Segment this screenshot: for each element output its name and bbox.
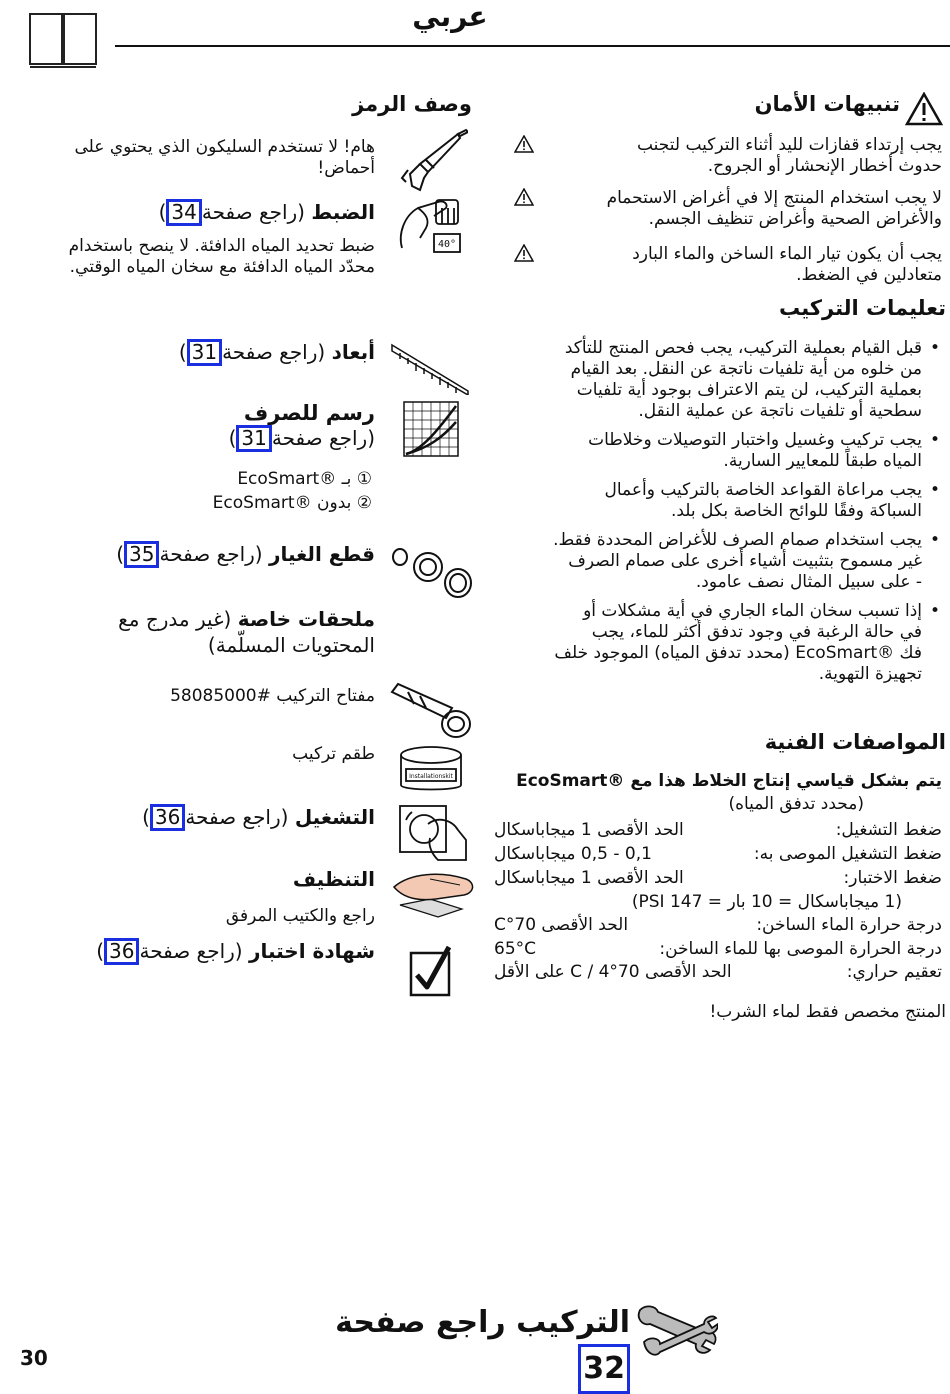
operation-title: التشغيل (راجع صفحة36) xyxy=(142,805,375,829)
specs-intro-2: (محدد تدفق المياه) xyxy=(728,794,864,814)
page-ref-box: 32 xyxy=(578,1344,630,1394)
checkbox-icon xyxy=(409,945,453,997)
warning-small-icon xyxy=(512,135,534,177)
spec-row: درجة الحرارة الموصى بها للماء الساخن: 65°C xyxy=(494,939,942,959)
warning-small-icon xyxy=(512,188,534,230)
operation-hand-icon xyxy=(398,796,468,862)
specs-heading: المواصفات الفنية xyxy=(764,730,946,754)
page-title: عربي xyxy=(412,0,488,33)
header-rule xyxy=(115,45,950,47)
flow-with: ① بـ ®EcoSmart xyxy=(237,469,372,489)
flow-graph-icon xyxy=(402,400,460,458)
silicone-gun-icon xyxy=(398,126,468,194)
spare-parts-icon xyxy=(390,543,476,601)
list-item: • قبل القيام بعملية التركيب، يجب فحص المنتج للتأكد من خلوه من أية تلفيات ناتجة عن النقل. بعد القيام بعملية التركيب، لن يتم الاعتراف بوجود أية تلفيات سطحية أو تلفيات ناتجة عن عملية النقل. xyxy=(502,338,942,422)
dims-title: أبعاد (راجع صفحة31) xyxy=(178,340,375,364)
spec-row: درجة حرارة الماء الساخن: الحد الأقصى 70°C xyxy=(494,915,942,935)
install-key-icon xyxy=(388,682,474,740)
book-icon xyxy=(28,12,98,70)
specs-note: المنتج مخصص فقط لماء الشرب! xyxy=(709,1002,946,1022)
page-ref-box: 34 xyxy=(166,199,201,226)
cleaning-desc: راجع والكتيب المرفق xyxy=(225,906,375,926)
spare-title: قطع الغيار (راجع صفحة35) xyxy=(116,542,375,566)
page-ref-box: 31 xyxy=(236,425,271,452)
symbols-heading: وصف الرمز xyxy=(352,92,472,116)
install-list xyxy=(502,338,942,685)
thermostat-hand-icon xyxy=(396,194,468,258)
page-ref-box: 31 xyxy=(187,339,222,366)
cleaning-title: التنظيف xyxy=(292,867,375,891)
footer-install-ref: التركيب راجع صفحة 32 xyxy=(300,1302,630,1394)
safety-heading: تنبيهات الأمان xyxy=(754,92,900,116)
spec-row: ضغط الاختبار: الحد الأقصى 1 ميجاباسكال xyxy=(494,868,942,888)
list-item: • يجب تركيب وغسيل واختبار التوصيلات وخلاطات المياه طبقاً للمعايير السارية. xyxy=(502,430,942,472)
flow-ref: (راجع صفحة31) xyxy=(228,426,375,450)
safety-item-1: يجب إرتداء قفازات لليد أثناء التركيب لتجنب حدوث أخطار الإنحشار أو الجروح. xyxy=(512,135,942,177)
flow-title: رسم للصرف xyxy=(243,401,375,425)
page-ref-box: 36 xyxy=(104,938,139,965)
silicone-text: هام! لا تستخدم السليكون الذي يحتوي على أحماض! xyxy=(74,137,375,178)
kit-label: Installationskit xyxy=(409,773,453,780)
flow-without: ② بدون ®EcoSmart xyxy=(212,493,372,513)
cleaning-hand-icon xyxy=(390,865,476,921)
special-title: ملحقات خاصة (غير مدرج مع المحتويات المسلّمة) xyxy=(118,607,375,657)
install-key-text: مفتاح التركيب #58085000 xyxy=(170,686,375,706)
page-number: 30 xyxy=(20,1346,48,1370)
list-item: • يجب مراعاة القواعد الخاصة بالتركيب وأعمال السباكة وفقًا للوائح الخاصة بكل بلد. xyxy=(502,480,942,522)
list-item: • يجب استخدام صمام الصرف للأغراض المحددة فقط. غير مسموح بتثبيت أشياء أخرى على صمام الصرف - على سبيل المثال نصف عامود. xyxy=(502,530,942,593)
safety-item-2: لا يجب استخدام المنتج إلا في أغراض الاستحمام والأغراض الصحية وأغراض تنظيف الجسم. xyxy=(512,188,942,230)
wrench-icon xyxy=(634,1302,718,1360)
list-item: • إذا تسبب سخان الماء الجاري في أية مشكلات أو في حالة الرغبة في وجود تدفق أكثر للماء، يجب فك ®EcoSmart (محدد تدفق المياه) الموجود خلف تجهيزة التهوية. xyxy=(502,601,942,685)
spec-row: ضغط التشغيل الموصى به: 0,1 - 0,5 ميجاباسكال xyxy=(494,844,942,864)
install-kit-icon xyxy=(398,745,464,797)
ruler-icon xyxy=(390,335,470,395)
safety-item-3: يجب أن يكون تيار الماء الساخن والماء البارد متعادلين في الضغط. xyxy=(512,244,942,286)
spec-row: (1 ميجاباسكال = 10 بار = 147 PSI) xyxy=(631,892,902,912)
page-ref-box: 36 xyxy=(150,804,185,831)
temperature-readout: 40° xyxy=(437,239,457,250)
warning-small-icon xyxy=(512,244,534,286)
adjust-desc: ضبط تحديد المياه الدافئة. لا ينصح باستخدام محدّد المياه الدافئة مع سخان المياه الوقتي. xyxy=(68,236,375,277)
page-ref-box: 35 xyxy=(124,541,159,568)
spec-row: ضغط التشغيل: الحد الأقصى 1 ميجاباسكال xyxy=(494,820,942,840)
install-kit-text: طقم تركيب xyxy=(292,744,375,764)
warning-triangle-icon xyxy=(905,92,943,126)
test-title: شهادة اختبار (راجع صفحة36) xyxy=(96,939,375,963)
adjust-title: الضبط (راجع صفحة34) xyxy=(158,200,375,224)
install-heading: تعليمات التركيب xyxy=(779,296,946,320)
specs-intro: يتم بشكل قياسي إنتاج الخلاط هذا مع ®EcoSmart xyxy=(516,771,942,791)
spec-row: تعقيم حراري: الحد الأقصى 70°C / 4 على الأقل xyxy=(494,962,942,982)
